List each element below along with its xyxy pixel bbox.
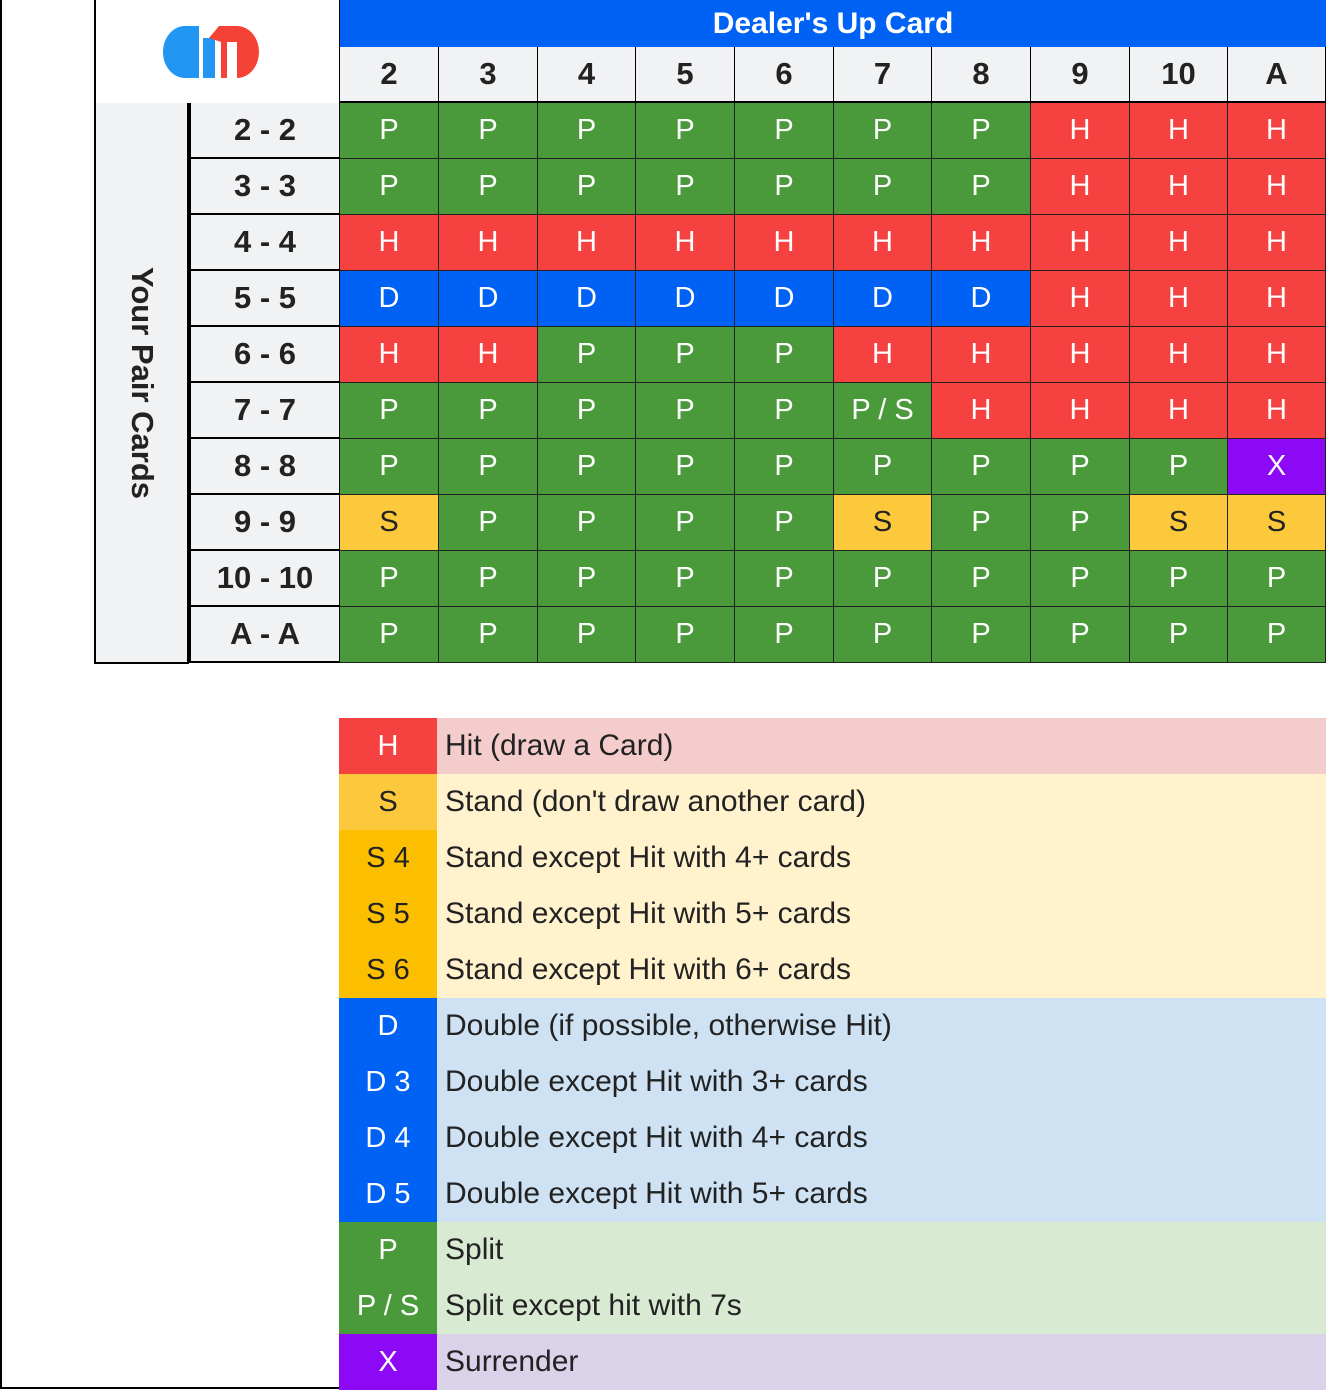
pair-row-header: 5 - 5 bbox=[189, 271, 340, 327]
action-cell: H bbox=[1130, 271, 1228, 327]
action-cell: P bbox=[932, 607, 1031, 663]
action-cell: S bbox=[834, 495, 932, 551]
legend-row bbox=[339, 774, 1326, 830]
legend-description: Double except Hit with 3+ cards bbox=[437, 1054, 1326, 1110]
dealer-card-header: A bbox=[1228, 47, 1326, 103]
action-cell: P bbox=[538, 159, 636, 215]
legend-description: Hit (draw a Card) bbox=[437, 718, 1326, 774]
action-cell: P bbox=[340, 607, 439, 663]
action-cell: D bbox=[735, 271, 834, 327]
action-cell: P bbox=[735, 607, 834, 663]
action-cell: H bbox=[636, 215, 735, 271]
action-cell: D bbox=[834, 271, 932, 327]
action-cell: H bbox=[1228, 327, 1326, 383]
action-cell: P bbox=[1228, 607, 1326, 663]
pair-row-header: 7 - 7 bbox=[189, 383, 340, 439]
action-cell: P bbox=[1031, 551, 1130, 607]
action-cell: H bbox=[735, 215, 834, 271]
pair-row-header: 6 - 6 bbox=[189, 327, 340, 383]
legend-description: Double (if possible, otherwise Hit) bbox=[437, 998, 1326, 1054]
legend-row bbox=[339, 1110, 1326, 1166]
action-cell: H bbox=[1031, 159, 1130, 215]
action-cell: S bbox=[1228, 495, 1326, 551]
action-cell: P bbox=[735, 159, 834, 215]
action-cell: P bbox=[538, 439, 636, 495]
legend-code: D bbox=[339, 998, 437, 1054]
legend-description: Stand (don't draw another card) bbox=[437, 774, 1326, 830]
action-cell: H bbox=[439, 327, 538, 383]
action-cell: D bbox=[340, 271, 439, 327]
legend-code: S 6 bbox=[339, 942, 437, 998]
action-cell: P bbox=[439, 439, 538, 495]
action-cell: H bbox=[1228, 159, 1326, 215]
action-cell: P bbox=[340, 439, 439, 495]
pair-row-header: 2 - 2 bbox=[189, 103, 340, 159]
action-cell: H bbox=[340, 327, 439, 383]
legend-code: P bbox=[339, 1222, 437, 1278]
action-cell: D bbox=[636, 271, 735, 327]
logo-cell bbox=[94, 0, 341, 105]
action-cell: H bbox=[834, 215, 932, 271]
action-cell: H bbox=[1228, 271, 1326, 327]
action-cell: P bbox=[834, 607, 932, 663]
action-cell: H bbox=[1130, 327, 1228, 383]
action-cell: P bbox=[932, 551, 1031, 607]
legend-code: S bbox=[339, 774, 437, 830]
action-cell: H bbox=[1031, 327, 1130, 383]
action-cell: H bbox=[834, 327, 932, 383]
legend-code: H bbox=[339, 718, 437, 774]
action-cell: P bbox=[538, 327, 636, 383]
action-cell: P bbox=[735, 495, 834, 551]
pair-row-header: 8 - 8 bbox=[189, 439, 340, 495]
action-cell: P bbox=[439, 383, 538, 439]
dealer-card-header: 9 bbox=[1031, 47, 1130, 103]
card-logo-icon bbox=[163, 20, 273, 84]
action-cell: P bbox=[735, 383, 834, 439]
action-cell: H bbox=[932, 215, 1031, 271]
action-cell: P bbox=[1031, 495, 1130, 551]
action-cell: P bbox=[834, 103, 932, 159]
legend-description: Split except hit with 7s bbox=[437, 1278, 1326, 1334]
action-cell: H bbox=[439, 215, 538, 271]
action-cell: P bbox=[636, 383, 735, 439]
action-cell: D bbox=[932, 271, 1031, 327]
dealer-card-header: 8 bbox=[932, 47, 1031, 103]
action-cell: P bbox=[439, 607, 538, 663]
action-cell: P bbox=[636, 551, 735, 607]
action-cell: H bbox=[932, 327, 1031, 383]
action-cell: P bbox=[1130, 551, 1228, 607]
dealer-title: Dealer's Up Card bbox=[340, 0, 1326, 47]
action-cell: P bbox=[834, 551, 932, 607]
action-cell: H bbox=[1031, 103, 1130, 159]
action-cell: H bbox=[1130, 383, 1228, 439]
action-cell: H bbox=[1130, 103, 1228, 159]
action-cell: P bbox=[636, 159, 735, 215]
action-cell: P bbox=[439, 159, 538, 215]
action-cell: P bbox=[340, 383, 439, 439]
action-cell: P bbox=[932, 439, 1031, 495]
dealer-card-header: 10 bbox=[1130, 47, 1228, 103]
action-cell: P bbox=[1228, 551, 1326, 607]
legend-row bbox=[339, 718, 1326, 774]
action-cell: P bbox=[932, 495, 1031, 551]
action-cell: P bbox=[735, 551, 834, 607]
dealer-card-header: 6 bbox=[735, 47, 834, 103]
legend bbox=[339, 718, 1326, 1390]
pair-row-header: A - A bbox=[189, 607, 340, 663]
legend-row bbox=[339, 942, 1326, 998]
action-cell: P bbox=[1130, 439, 1228, 495]
side-label-text: Your Pair Cards bbox=[124, 266, 160, 499]
action-cell: S bbox=[340, 495, 439, 551]
legend-description: Surrender bbox=[437, 1334, 1326, 1390]
action-cell: P bbox=[340, 103, 439, 159]
legend-description: Stand except Hit with 4+ cards bbox=[437, 830, 1326, 886]
dealer-card-header: 3 bbox=[439, 47, 538, 103]
action-cell: X bbox=[1228, 439, 1326, 495]
strategy-chart bbox=[0, 0, 1328, 665]
action-cell: P bbox=[439, 495, 538, 551]
action-cell: P bbox=[538, 495, 636, 551]
dealer-card-header: 4 bbox=[538, 47, 636, 103]
action-cell: P bbox=[636, 103, 735, 159]
action-cell: P bbox=[439, 551, 538, 607]
dealer-card-header: 7 bbox=[834, 47, 932, 103]
action-cell: P bbox=[538, 607, 636, 663]
action-cell: S bbox=[1130, 495, 1228, 551]
pair-row-header: 4 - 4 bbox=[189, 215, 340, 271]
legend-code: D 3 bbox=[339, 1054, 437, 1110]
action-cell: P bbox=[636, 607, 735, 663]
legend-code: S 5 bbox=[339, 886, 437, 942]
legend-description: Stand except Hit with 6+ cards bbox=[437, 942, 1326, 998]
legend-row bbox=[339, 886, 1326, 942]
action-cell: P bbox=[735, 103, 834, 159]
action-cell: H bbox=[1228, 383, 1326, 439]
legend-description: Double except Hit with 5+ cards bbox=[437, 1166, 1326, 1222]
action-cell: P bbox=[538, 103, 636, 159]
action-cell: P bbox=[834, 159, 932, 215]
pair-row-header: 3 - 3 bbox=[189, 159, 340, 215]
action-cell: P bbox=[538, 383, 636, 439]
action-cell: H bbox=[1228, 215, 1326, 271]
legend-description: Double except Hit with 4+ cards bbox=[437, 1110, 1326, 1166]
action-cell: H bbox=[538, 215, 636, 271]
legend-row bbox=[339, 1166, 1326, 1222]
dealer-card-header: 2 bbox=[340, 47, 439, 103]
action-cell: P bbox=[636, 327, 735, 383]
pair-row-header: 10 - 10 bbox=[189, 551, 340, 607]
action-cell: H bbox=[1031, 215, 1130, 271]
legend-description: Split bbox=[437, 1222, 1326, 1278]
action-cell: D bbox=[538, 271, 636, 327]
legend-row bbox=[339, 1222, 1326, 1278]
legend-row bbox=[339, 1054, 1326, 1110]
legend-code: S 4 bbox=[339, 830, 437, 886]
action-cell: P bbox=[538, 551, 636, 607]
action-cell: P bbox=[439, 103, 538, 159]
action-cell: H bbox=[1130, 215, 1228, 271]
action-cell: P bbox=[636, 495, 735, 551]
action-cell: P bbox=[1130, 607, 1228, 663]
action-cell: P bbox=[636, 439, 735, 495]
legend-row bbox=[339, 830, 1326, 886]
action-cell: H bbox=[932, 383, 1031, 439]
action-cell: H bbox=[1031, 383, 1130, 439]
action-cell: D bbox=[439, 271, 538, 327]
action-cell: P bbox=[735, 327, 834, 383]
action-cell: P bbox=[340, 159, 439, 215]
action-cell: P / S bbox=[834, 383, 932, 439]
legend-code: X bbox=[339, 1334, 437, 1390]
legend-row bbox=[339, 1334, 1326, 1390]
legend-row bbox=[339, 998, 1326, 1054]
legend-code: D 5 bbox=[339, 1166, 437, 1222]
action-cell: P bbox=[932, 103, 1031, 159]
legend-code: P / S bbox=[339, 1278, 437, 1334]
action-cell: P bbox=[1031, 607, 1130, 663]
pair-row-header: 9 - 9 bbox=[189, 495, 340, 551]
side-label bbox=[94, 103, 189, 664]
action-cell: P bbox=[735, 439, 834, 495]
action-cell: P bbox=[340, 551, 439, 607]
dealer-card-header: 5 bbox=[636, 47, 735, 103]
action-cell: H bbox=[1130, 159, 1228, 215]
action-cell: H bbox=[1031, 271, 1130, 327]
action-cell: P bbox=[834, 439, 932, 495]
legend-code: D 4 bbox=[339, 1110, 437, 1166]
action-cell: H bbox=[1228, 103, 1326, 159]
legend-description: Stand except Hit with 5+ cards bbox=[437, 886, 1326, 942]
legend-row bbox=[339, 1278, 1326, 1334]
action-cell: P bbox=[1031, 439, 1130, 495]
action-cell: P bbox=[932, 159, 1031, 215]
action-cell: H bbox=[340, 215, 439, 271]
